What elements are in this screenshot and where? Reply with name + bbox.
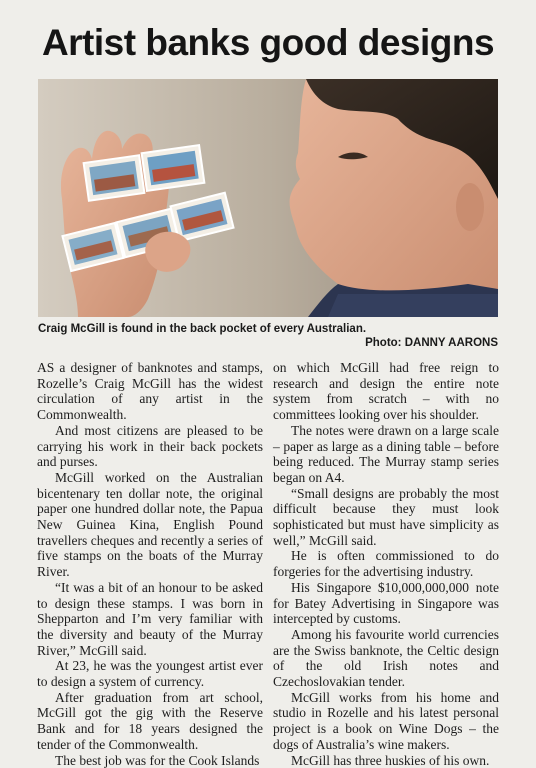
stamp-top-right	[142, 145, 205, 191]
paragraph: After graduation from art school, McGill got the gig with the Reserve Bank and for 18 years designed the tender of the Commonwealth.	[37, 689, 263, 752]
paragraph: Among his favourite world currencies are the Swiss banknote, the Celtic design of the old Irish notes and Czechoslovakian tender.	[273, 626, 499, 690]
caption-text: Craig McGill is found in the back pocket of every Australian.	[38, 323, 367, 335]
paragraph: on which McGill had free reign to research and design the entire note system from scratch – with no committees looking over his shoulder.	[273, 360, 499, 423]
article-column-left	[37, 360, 263, 768]
photo-illustration	[38, 79, 498, 317]
paragraph: “It was a bit of an honour to be asked to design these stamps. I was born in Shepparton and I’m very familiar with the diversity and beauty of the Murray River,” McGill said.	[37, 579, 263, 658]
paragraph: His Singapore $10,000,000,000 note for Batey Advertising in Singapore was intercepted by customs.	[273, 579, 499, 627]
paragraph: McGill worked on the Australian bicentenary ten dollar note, the original paper one hundred dollar note, the Papua New Guinea Kina, English Pound travellers cheques and recently a series of five stamps on the boats of the Murray River.	[37, 469, 263, 580]
paragraph: The best job was for the Cook Islands	[55, 752, 260, 768]
paragraph: He is often commissioned to do forgeries for the advertising industry.	[273, 548, 499, 580]
stamp-top-left	[84, 155, 145, 200]
photo-caption	[38, 322, 498, 350]
article-photo	[38, 79, 498, 317]
headline: Artist banks good designs	[41, 22, 495, 63]
paragraph: The notes were drawn on a large scale – paper as large as a dining table – before being reduced. The Murray stamp series began on A4.	[273, 422, 499, 485]
paragraph: And most citizens are pleased to be carrying his work in their back pockets and purses.	[37, 422, 263, 470]
paragraph: McGill has three huskies of his own.	[291, 752, 490, 768]
article-column-right	[273, 360, 499, 768]
paragraph: AS a designer of banknotes and stamps, Rozelle’s Craig McGill has the widest circulation of any artist in the Commonwealth.	[37, 360, 263, 423]
paragraph: At 23, he was the youngest artist ever to design a system of currency.	[37, 658, 263, 690]
photo-credit: Photo: DANNY AARONS	[365, 337, 498, 349]
paragraph: “Small designs are probably the most difficult because they must look sophisticated but must have simplicity as well,” McGill said.	[273, 485, 499, 548]
paragraph: McGill works from his home and studio in Rozelle and his latest personal project is a book on Wine Dogs – the dogs of Australia’s wine makers.	[273, 689, 499, 752]
